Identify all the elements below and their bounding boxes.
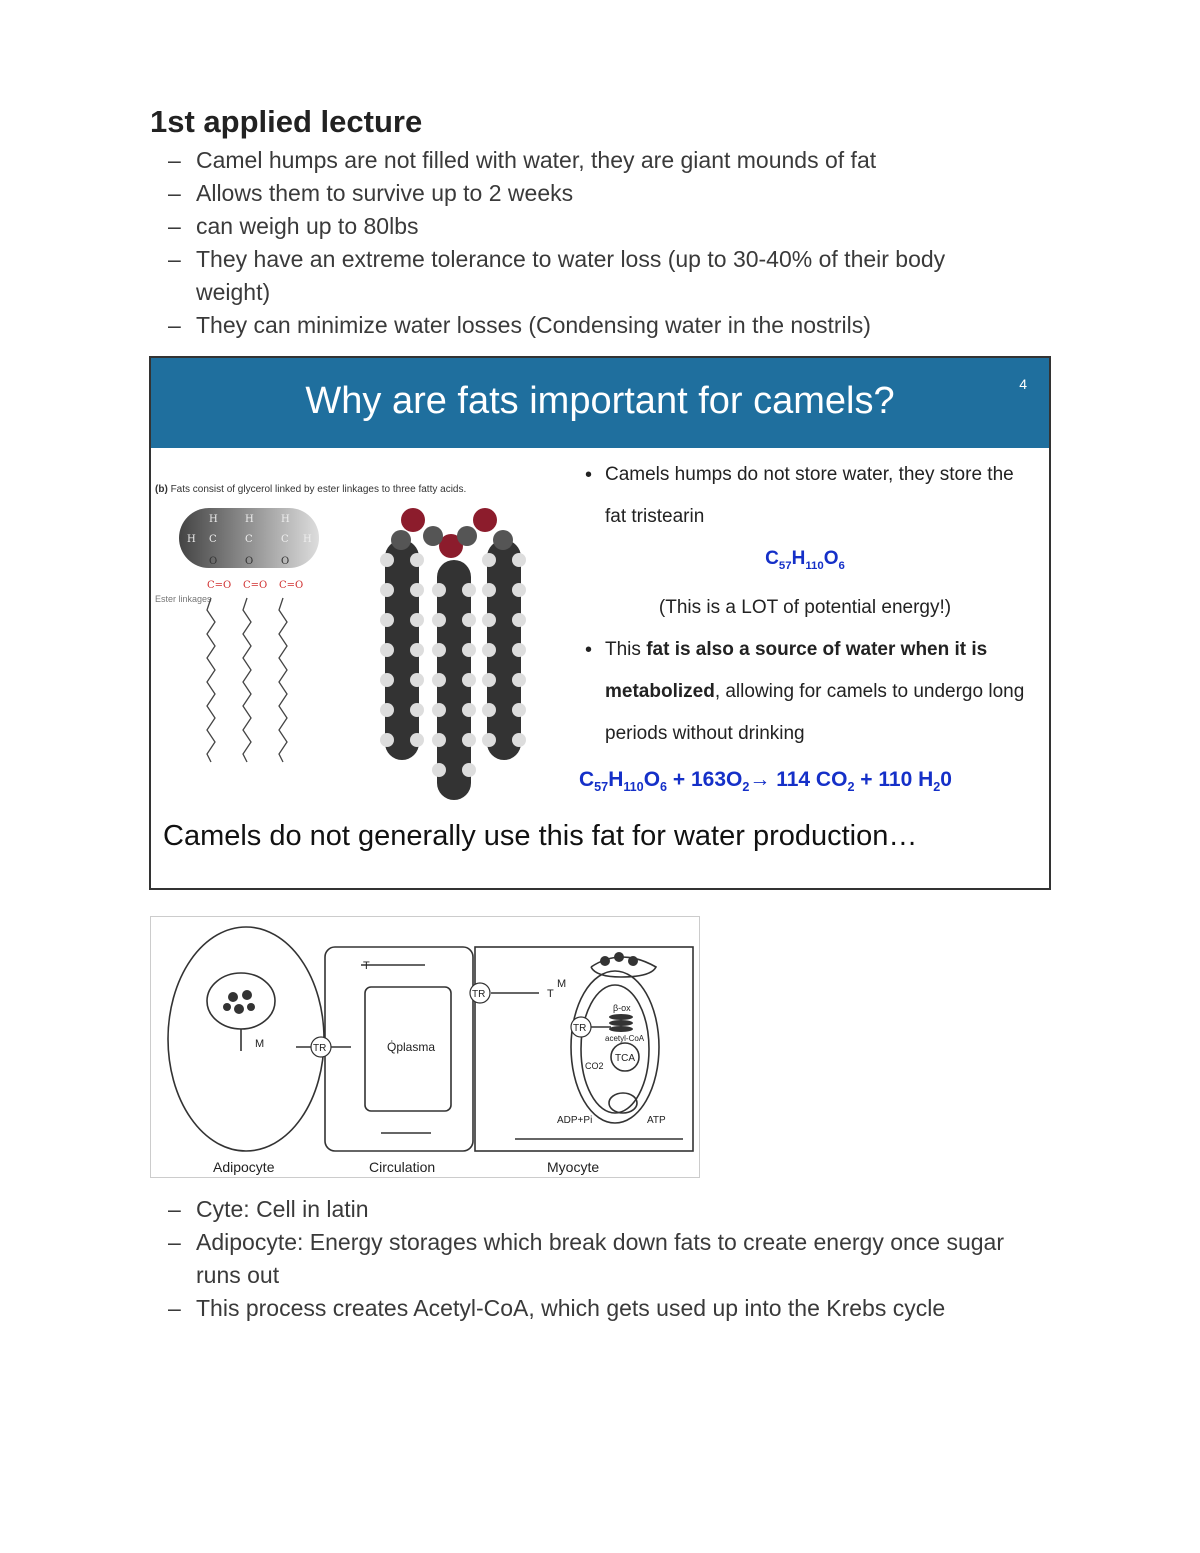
svg-text:C=O: C=O (279, 580, 304, 591)
figure-caption-label: (b) (155, 484, 168, 495)
bullet-list-top (150, 144, 1010, 342)
m-label-2: M (557, 978, 567, 990)
bullet-list-bottom (150, 1193, 1050, 1325)
figure-caption-text: Fats consist of glycerol linked by ester linkages to three fatty acids. (170, 484, 467, 495)
adipocyte-circulation-myocyte-diagram (151, 917, 699, 1177)
tr-label-3: TR (573, 1023, 587, 1034)
fat-molecule-figure (151, 450, 571, 810)
slide-header (151, 358, 1049, 448)
svg-text:C: C (281, 534, 289, 545)
slide-bullets (585, 454, 1025, 755)
list-item: – Adipocyte: Energy storages which break down fats to create energy once sugar runs out (150, 1226, 1050, 1292)
svg-text:C: C (245, 534, 253, 545)
svg-text:H: H (245, 514, 254, 525)
svg-text:C=O: C=O (207, 580, 232, 591)
adp-label: ADP+Pi (557, 1115, 593, 1126)
tca-label: TCA (615, 1053, 635, 1064)
page-title: 1st applied lecture (150, 104, 423, 139)
list-item: – Cyte: Cell in latin (150, 1193, 1050, 1226)
svg-text:O: O (209, 556, 218, 567)
beta-ox-label: β-ox (613, 1003, 631, 1013)
t-label-2: T (547, 988, 554, 1000)
ester-label: Ester linkages (155, 594, 212, 604)
slide-number: 4 (1019, 376, 1027, 392)
lecture-slide (149, 356, 1051, 890)
svg-text:O: O (281, 556, 290, 567)
metabolism-equation: $C_{57}H_{110}O_6 + 163O_2\to 114$ $CO_2 + 110$ $H_20$ (579, 768, 952, 795)
qplasma-label: Q̇plasma (387, 1040, 436, 1054)
svg-text:C: C (209, 534, 217, 545)
slide-heading: Why are fats important for camels? (305, 380, 895, 422)
list-item: – Allows them to survive up to 2 weeks (150, 177, 1010, 210)
energy-note: (This is a LOT of potential energy!) (658, 596, 952, 618)
adipocyte-label: Adipocyte (213, 1159, 275, 1175)
cell-diagram (150, 916, 700, 1178)
m-label-1: M (255, 1038, 265, 1050)
svg-text:H: H (187, 534, 196, 545)
point2-pre: This (605, 638, 647, 660)
list-item: – This process creates Acetyl-CoA, which gets used up into the Krebs cycle (150, 1292, 1050, 1325)
svg-text:H: H (281, 514, 290, 525)
svg-text:H: H (209, 514, 218, 525)
molecule-illustration (151, 450, 571, 810)
svg-text:O: O (245, 556, 254, 567)
list-item: – They can minimize water losses (Condensing water in the nostrils) (150, 309, 1010, 342)
tr-label-2: TR (472, 989, 486, 1000)
circulation-label: Circulation (369, 1159, 436, 1175)
point2-post: , allowing for camels to undergo long periods without drinking (605, 680, 1025, 744)
list-item: – They have an extreme tolerance to water loss (up to 30-40% of their body weight) (150, 243, 1010, 309)
svg-text:C=O: C=O (243, 580, 268, 591)
point2-bold: fat is also a source of water when it is metabolized (605, 638, 988, 702)
t-label-1: T (363, 960, 370, 972)
slide-point-2 (585, 629, 1025, 755)
list-item: – can weigh up to 80lbs (150, 210, 1010, 243)
co2-label: CO2 (585, 1061, 604, 1071)
atp-label: ATP (647, 1115, 666, 1126)
acetyl-coa-label: acetyl-CoA (605, 1034, 645, 1043)
svg-text:H: H (303, 534, 312, 545)
list-item: – Camel humps are not filled with water, they are giant mounds of fat (150, 144, 1010, 177)
tristearin-formula: $C_{57}H_{110}O_6$ (765, 548, 845, 572)
tr-label-1: TR (313, 1043, 327, 1054)
slide-point-1: • Camels humps do not store water, they store the fat tristearin (585, 454, 1025, 538)
myocyte-label: Myocyte (547, 1159, 600, 1175)
slide-footer: Camels do not generally use this fat for water production… (163, 820, 918, 852)
